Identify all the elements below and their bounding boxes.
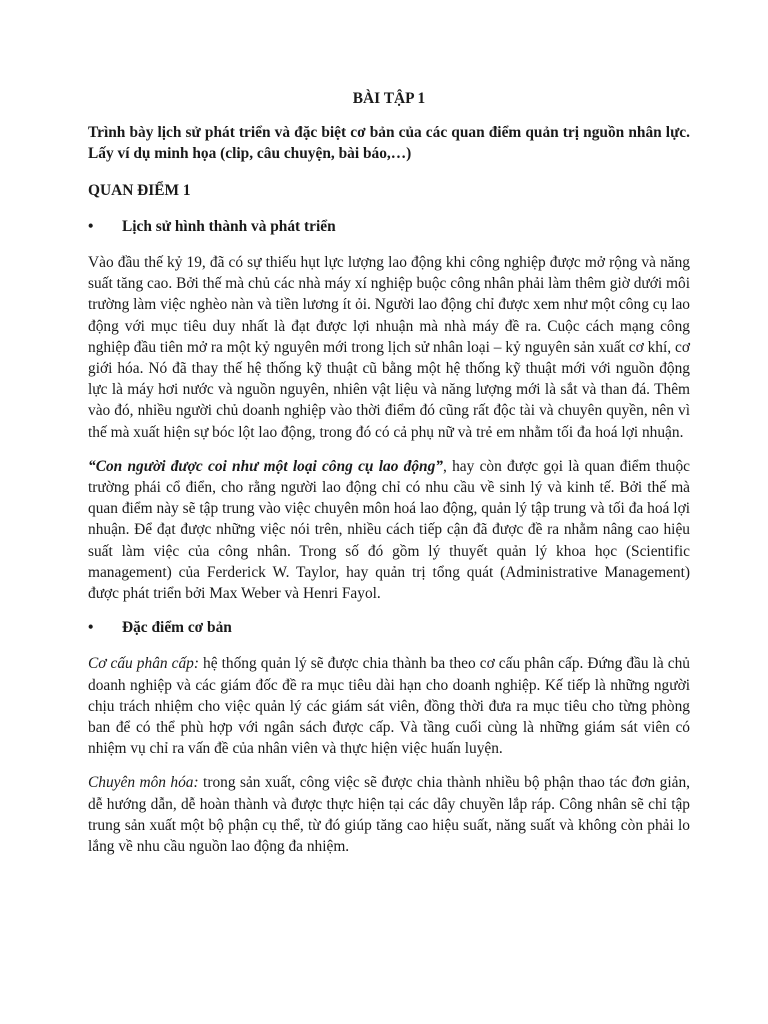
specialization-paragraph <box>88 772 690 857</box>
hierarchy-lead: Cơ cấu phân cấp: <box>88 655 199 673</box>
document-title: BÀI TẬP 1 <box>352 90 426 107</box>
bullet-history <box>88 216 690 237</box>
specialization-body: trong sản xuất, công việc sẽ được chia thành nhiều bộ phận thao tác đơn giản, dễ hướng dẫn, dễ hoàn thành và được thực hiện tại các dây chuyền lắp ráp. Công nhân sẽ chỉ tập trung sản xuất một bộ phận cụ thể, từ đó giúp tăng cao hiệu suất, năng suất và không còn phải lo lắng về nhu cầu nguồn lao động đa nhiệm. <box>88 774 690 856</box>
history-paragraph: Vào đầu thế kỷ 19, đã có sự thiếu hụt lực lượng lao động khi công nghiệp được mở rộng và năng suất tăng cao. Bởi thế mà chủ các nhà máy xí nghiệp buộc công nhân phải làm thêm giờ dưới môi trường làm việc nghèo nàn và tiền lương ít ỏi. Người lao động chỉ được xem như một công cụ lao động với mục tiêu duy nhất là đạt được lợi nhuận mà nhà máy đề ra. Cuộc cách mạng công nghiệp đầu tiên mở ra một kỷ nguyên mới trong lịch sử nhân loại – kỷ nguyên sản xuất cơ khí, cơ giới hóa. Nó đã thay thế hệ thống kỹ thuật cũ bằng một hệ thống kỹ thuật mới với nguồn động lực là máy hơi nước và nguồn nguyên, nhiên vật liệu và năng lượng mới là sắt và than đá. Thêm vào đó, nhiều người chủ doanh nghiệp vào thời điểm đó cũng rất độc tài và chuyên quyền, nên vì thế mà xuất hiện sự bóc lột lao động, trong đó có cả phụ nữ và trẻ em nhằm tối đa hoá lợi nhuận. <box>88 254 690 441</box>
document-page <box>88 80 690 857</box>
bullet-dot-icon: • <box>88 217 94 235</box>
assignment-question: Trình bày lịch sử phát triển và đặc biệt cơ bản của các quan điểm quản trị nguồn nhân lực. Lấy ví dụ minh họa (clip, câu chuyện, bài báo,…) <box>88 124 690 163</box>
quote-lead: “Con người được coi như một loại công cụ lao động” <box>88 457 443 475</box>
bullet-dot-icon: • <box>88 619 94 637</box>
specialization-lead: Chuyên môn hóa: <box>88 774 199 792</box>
section-heading: QUAN ĐIỂM 1 <box>88 181 191 199</box>
quote-paragraph <box>88 456 690 604</box>
bullet-label: Đặc điểm cơ bản <box>122 619 232 637</box>
hierarchy-body: hệ thống quản lý sẽ được chia thành ba theo cơ cấu phân cấp. Đứng đầu là chủ doanh nghiệp và các giám đốc đề ra mục tiêu dài hạn cho doanh nghiệp. Kế tiếp là những người chịu trách nhiệm cho việc quản lý các giám sát viên, đồng thời đưa ra mục tiêu cho từng phòng ban để có thể phù hợp với ngân sách được cấp. Và tầng cuối cùng là những giám sát viên có nhiệm vụ chỉ ra vấn đề của nhân viên và thực hiện việc huấn luyện. <box>88 655 690 758</box>
bullet-label: Lịch sử hình thành và phát triển <box>122 217 336 235</box>
bullet-characteristics <box>88 617 690 638</box>
quote-body: , hay còn được gọi là quan điểm thuộc trường phái cổ điển, cho rằng người lao động chỉ có nhu cầu về sinh lý và kinh tế. Bởi thế mà quan điểm này sẽ tập trung vào việc chuyên môn hoá lao động, quản lý tập trung và tối đa hoá lợi nhuận. Để đạt được những việc nói trên, nhiều cách tiếp cận đã được đề ra nhằm nâng cao hiệu suất làm việc của công nhân. Trong số đó gồm lý thuyết quản lý khoa học (Scientific management) của Ferderick W. Taylor, hay quản trị tổng quát (Administrative Management) được phát triển bởi Max Weber và Henri Fayol. <box>88 457 690 603</box>
hierarchy-paragraph <box>88 653 690 759</box>
